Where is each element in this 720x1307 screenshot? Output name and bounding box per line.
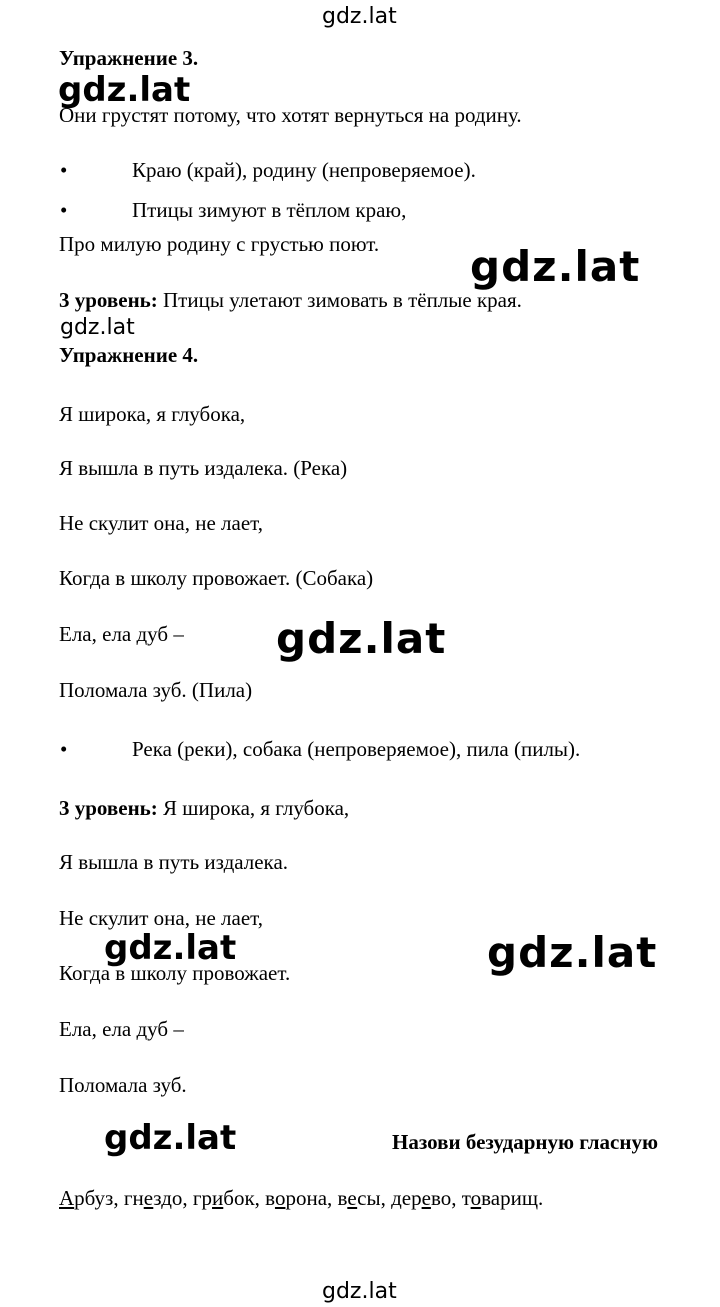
exercise-4-level — [59, 795, 349, 821]
exercise-3-line2: Про милую родину с грустью поют. — [59, 232, 380, 256]
level-label: 3 уровень: — [59, 796, 158, 820]
exercise-3-line1: Они грустят потому, что хотят вернуться на родину. — [59, 103, 522, 127]
exercise-3-level — [59, 287, 522, 313]
level-label: 3 уровень: — [59, 288, 158, 312]
unstressed-vowel: е — [143, 1186, 154, 1210]
unstressed-vowel: е — [421, 1186, 431, 1210]
exercise-3-bullet2: Птицы зимуют в тёплом краю, — [132, 198, 407, 222]
bullet-dot: • — [60, 198, 68, 222]
riddle-line: Поломала зуб. (Пила) — [59, 678, 253, 702]
riddle-line: Я вышла в путь издалека. (Река) — [59, 456, 348, 480]
task-word: гнездо, — [123, 1186, 193, 1210]
bullet-dot: • — [60, 737, 68, 761]
riddle-line: Не скулит она, не лает, — [59, 511, 264, 535]
task-word: товарищ. — [461, 1186, 544, 1210]
task-heading: Назови безударную гласную — [392, 1130, 658, 1154]
exercise-3-heading: Упражнение 3. — [59, 46, 199, 70]
unstressed-vowel: о — [274, 1186, 286, 1210]
level-text: Птицы улетают зимовать в тёплые края. — [157, 288, 522, 312]
task-words — [59, 1185, 543, 1211]
watermark-6: gdz.lat — [487, 928, 658, 977]
watermark-bottom: gdz.lat — [322, 1279, 397, 1304]
level-line: Поломала зуб. — [59, 1073, 187, 1097]
unstressed-vowel: о — [470, 1186, 482, 1210]
riddle-line: Ела, ела дуб – — [59, 622, 184, 646]
watermark-5: gdz.lat — [104, 928, 237, 968]
watermark-1: gdz.lat — [58, 70, 191, 110]
unstressed-vowel: А — [59, 1186, 75, 1210]
task-word: Арбуз, — [59, 1186, 124, 1210]
task-word: дерево, — [391, 1186, 462, 1210]
watermark-top: gdz.lat — [322, 4, 397, 29]
watermark-7: gdz.lat — [104, 1118, 237, 1158]
bullet-dot: • — [60, 158, 68, 182]
task-word: ворона, — [265, 1186, 338, 1210]
riddle-line: Когда в школу провожает. (Собака) — [59, 566, 374, 590]
unstressed-vowel: и — [212, 1186, 224, 1210]
riddle-line: Я широка, я глубока, — [59, 402, 246, 426]
level-line: Не скулит она, не лает, — [59, 906, 264, 930]
level-line: Ела, ела дуб – — [59, 1017, 184, 1041]
task-word: грибок, — [192, 1186, 266, 1210]
level-text: Я широка, я глубока, — [157, 796, 350, 820]
watermark-3: gdz.lat — [60, 315, 135, 340]
watermark-2: gdz.lat — [470, 242, 641, 291]
level-line: Когда в школу провожает. — [59, 961, 291, 985]
level-line: Я вышла в путь издалека. — [59, 850, 289, 874]
watermark-4: gdz.lat — [276, 614, 447, 663]
task-word: весы, — [337, 1186, 392, 1210]
exercise-3-bullet1: Краю (край), родину (непроверяемое). — [132, 158, 476, 182]
unstressed-vowel: е — [347, 1186, 358, 1210]
exercise-4-bullet: Река (реки), собака (непроверяемое), пила (пилы). — [132, 737, 581, 761]
exercise-4-heading: Упражнение 4. — [59, 343, 199, 367]
